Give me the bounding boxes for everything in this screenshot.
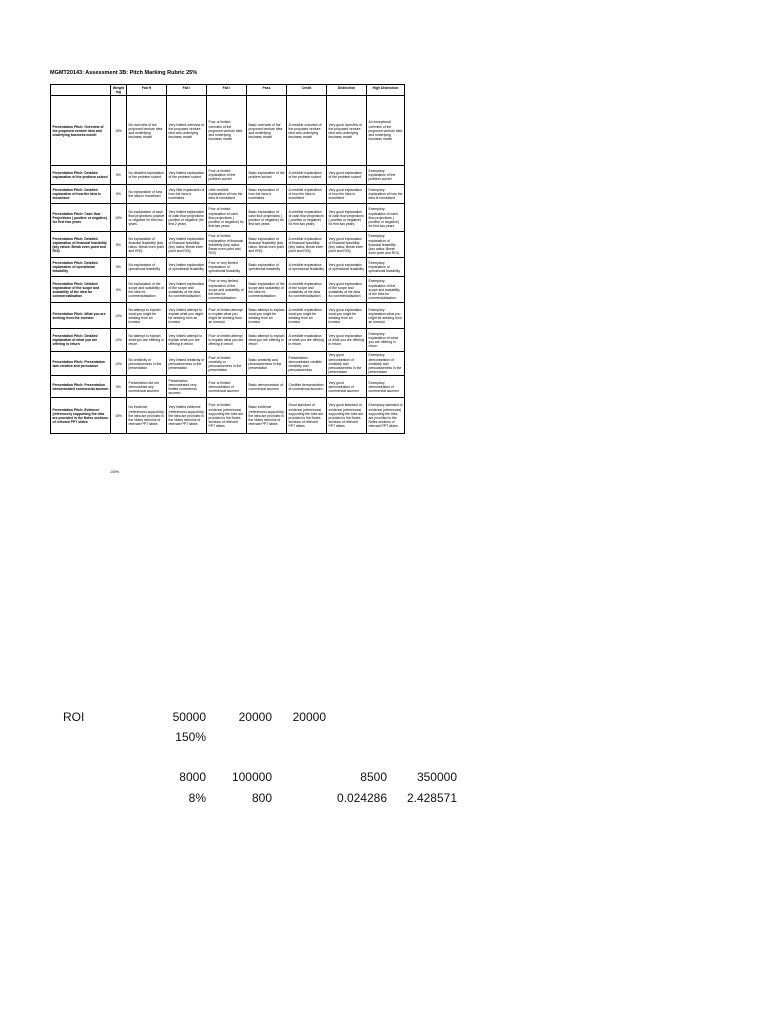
header-cell	[51, 85, 111, 96]
descriptor-cell: Basic explanation of financial feasibility (key ratios: Break even point and ROI)	[247, 232, 287, 258]
rubric-row	[51, 166, 405, 185]
descriptor-cell: Very good demonstration of commercial acumen	[327, 376, 367, 398]
descriptor-cell: Exemplary explanation of financial feasibility (key ratios: Break even point and ROI)	[367, 232, 405, 258]
criterion-cell: Presentation Pitch: Evidence (references) supporting the idea are provided in the Notes sections of relevant PPT slides	[51, 398, 111, 434]
descriptor-cell: Exemplary explanation of how the idea is monetised	[367, 185, 405, 204]
descriptor-cell: Exemplary demonstration of commercial acumen	[367, 376, 405, 398]
rubric-row	[51, 352, 405, 376]
descriptor-cell: Very limited explanation of financial feasibility (key ratios: Break even point and ROI)	[167, 232, 207, 258]
criterion-cell: Presentation Pitch: What you are seeking from the investor	[51, 303, 111, 329]
descriptor-cell: Very limited explanation of the scope and scalability of the idea for commercialisation	[167, 277, 207, 303]
rubric-title: MGMT20143: Assessment 3B: Pitch Marking Rubric 25%	[50, 70, 198, 76]
descriptor-cell: Basic explanation of how the idea is monetised	[247, 185, 287, 204]
descriptor-cell: Very good explanation of how the idea is monetised	[327, 185, 367, 204]
calc-cell: 8000	[179, 770, 206, 784]
descriptor-cell: Basic evidence (references) supporting the idea are provided in the Notes sections of relevant PPT slides	[247, 398, 287, 434]
calc-cell: 8500	[360, 770, 387, 784]
descriptor-cell: Poor or limited demonstration of commercial acumen	[207, 376, 247, 398]
descriptor-cell: A credible explanation of the scope and scalability of the idea for commercialisation	[287, 277, 327, 303]
descriptor-cell: No overview of the proposed venture idea and underlying business model	[127, 96, 167, 166]
descriptor-cell: Basic attempt to explain what you are offering in return	[247, 329, 287, 352]
descriptor-cell: Very good explanation of cash flow projections ( positive or negative) for first two years	[327, 204, 367, 232]
descriptor-cell: No attempt to explain what you are offering in return	[127, 329, 167, 352]
criterion-cell: Presentation Pitch: Detailed explanation of how the idea is monetised	[51, 185, 111, 204]
descriptor-cell: Very limited evidence (references) supporting the idea are provided in the Notes sections of relevant PPT slides	[167, 398, 207, 434]
descriptor-cell: Exemplary demonstration of creativity and persuasiveness in the presentation	[367, 352, 405, 376]
descriptor-cell: Exemplary explanation of operational feasibility	[367, 258, 405, 277]
descriptor-cell: No explanation of cash flow projections positive or negative for first two years	[127, 204, 167, 232]
criterion-cell: Presentation Pitch: Detailed explanation of the scope and scalability of the idea for commercialisation	[51, 277, 111, 303]
descriptor-cell: Presentation did not demonstrate any commercial acumen	[127, 376, 167, 398]
descriptor-cell: Poor or limited evidence (references) supporting the idea are provided in the Notes sections of relevant PPT slides	[207, 398, 247, 434]
descriptor-cell: Very limited overview of the proposed venture idea and underlying business model	[167, 96, 207, 166]
descriptor-cell: A credible explanation of cash flow projections ( positive or negative) for first two years	[287, 204, 327, 232]
descriptor-cell: Exemplary explanation of cash flow projections ( positive or negative) for first two years	[367, 204, 405, 232]
weighting-cell: 5%	[111, 258, 127, 277]
descriptor-cell: Poor or limited attempt to explain what you might be seeking from an investor	[207, 303, 247, 329]
descriptor-cell: Very good explanation of operational feasibility	[327, 258, 367, 277]
descriptor-cell: Presentation demonstrated credible creativity and persuasiveness	[287, 352, 327, 376]
descriptor-cell: No explanation of financial feasibility (key ratios: Break even point and ROI)	[127, 232, 167, 258]
descriptor-cell: A credible explanation of the problem solved	[287, 166, 327, 185]
header-cell: Distinction	[327, 85, 367, 96]
weighting-cell: 10%	[111, 329, 127, 352]
descriptor-cell: Very limited attempt to explain what you might be seeking from an investor	[167, 303, 207, 329]
descriptor-cell: Very good demonstration of creativity and persuasiveness in the presentation	[327, 352, 367, 376]
weighting-cell: 10%	[111, 303, 127, 329]
descriptor-cell: Very good explanation of the problem solved	[327, 166, 367, 185]
weighting-cell: 5%	[111, 166, 127, 185]
weighting-cell: 5%	[111, 185, 127, 204]
descriptor-cell: Very limited attempt to explain what you are offering in return	[167, 329, 207, 352]
weighting-cell: 5%	[111, 277, 127, 303]
descriptor-cell: A credible overview of the proposed venture idea and underlying business model	[287, 96, 327, 166]
criterion-cell: Presentation Pitch: Detailed explanation of the problem solved	[51, 166, 111, 185]
descriptor-cell: Basic explanation of the problem solved	[247, 166, 287, 185]
calc-cell: 100000	[231, 770, 272, 784]
descriptor-cell: No explanation of how the idea is monetised	[127, 185, 167, 204]
descriptor-cell: Basic creativity and persuasiveness in the presentation	[247, 352, 287, 376]
weighting-cell: 15%	[111, 204, 127, 232]
descriptor-cell: Very limited explanation of the problem solved	[167, 166, 207, 185]
calc-cell: 8%	[188, 791, 206, 805]
rubric-row	[51, 277, 405, 303]
criterion-cell: Presentation Pitch: Detailed explanation of what you are offering in return	[51, 329, 111, 352]
header-cell: Fail I	[167, 85, 207, 96]
descriptor-cell: Poor or limited overview of the proposed venture idea and underlying business model	[207, 96, 247, 166]
calc-cell: 800	[251, 791, 272, 805]
descriptor-cell: Very limited explanation of operational feasibility	[167, 258, 207, 277]
descriptor-cell: Very little explanation of how the idea is monetised	[167, 185, 207, 204]
weighting-cell: 5%	[111, 232, 127, 258]
descriptor-cell: Presentation demonstrated very limited commercial acumen	[167, 376, 207, 398]
descriptor-cell: Very good explanation of what you are offering in return	[327, 329, 367, 352]
descriptor-cell: A credible explanation of how the idea is monetised	[287, 185, 327, 204]
criterion-cell: Presentation Pitch: Overview of the proposed venture idea and underlying business model	[51, 96, 111, 166]
header-cell: Weighting	[111, 85, 127, 96]
header-cell: Fail H	[127, 85, 167, 96]
criterion-cell: Presentation Pitch: Cash flow Projections ( positive or negative) for first two years	[51, 204, 111, 232]
header-cell: Pass	[247, 85, 287, 96]
criterion-cell: Presentation Pitch: Presentation demonstrated commercial acumen	[51, 376, 111, 398]
calc-cell: 2.428571	[406, 791, 457, 805]
rubric-header-row	[51, 85, 405, 96]
descriptor-cell: No creativity or persuasiveness in the presentation	[127, 352, 167, 376]
descriptor-cell: A credible explanation what you might be seeking from an investor	[287, 303, 327, 329]
rubric-row	[51, 204, 405, 232]
rubric-table	[50, 84, 405, 434]
rubric-row	[51, 232, 405, 258]
descriptor-cell: An exceptional overview of the proposed venture idea and underlying business model	[367, 96, 405, 166]
descriptor-cell: Very limited creativity or persuasiveness in the presentation	[167, 352, 207, 376]
total-weighting: 100%	[110, 470, 119, 474]
descriptor-cell: Exemplary explanation of the problem solved	[367, 166, 405, 185]
descriptor-cell: No attempt to explain what you might be seeking from an investor	[127, 303, 167, 329]
descriptor-cell: Very good explanation of financial feasibility (key ratios: Break even point and ROI)	[327, 232, 367, 258]
descriptor-cell: A credible explanation of financial feasibility (key ratios: Break even point and ROI)	[287, 232, 327, 258]
rubric-row	[51, 398, 405, 434]
calc-cell: 350000	[416, 770, 457, 784]
descriptor-cell: Poor or very limited explanation of operational feasibility	[207, 258, 247, 277]
descriptor-cell: Very good overview of the proposed venture idea and underlying business model	[327, 96, 367, 166]
weighting-cell: 5%	[111, 376, 127, 398]
header-cell: High Distinction	[367, 85, 405, 96]
descriptor-cell: Exemplary standard of evidence (references) supporting the idea are provided in the Notes sections of relevant PPT slides	[367, 398, 405, 434]
criterion-cell: Presentation Pitch: Detailed explanation of financial feasibility (key ratios: Break even point and ROI)	[51, 232, 111, 258]
rubric-row	[51, 96, 405, 166]
descriptor-cell: Basic explanation of the scope and scalability of the idea for commercialisation	[247, 277, 287, 303]
calc-cell: 20000	[292, 710, 326, 724]
descriptor-cell: A credible explanation of operational feasibility	[287, 258, 327, 277]
calc-cell: 50000	[172, 710, 206, 724]
weighting-cell: 10%	[111, 398, 127, 434]
descriptor-cell: Poor or limited creativity or persuasiveness in the presentation	[207, 352, 247, 376]
descriptor-cell: A credible explanation of what you are offering in return	[287, 329, 327, 352]
descriptor-cell: Poor or limited attempt to explain what you are offering in return	[207, 329, 247, 352]
descriptor-cell: Very limited explanation of cash flow projections positive or negative (for first 2 years	[167, 204, 207, 232]
descriptor-cell: No explanation of operational feasibility	[127, 258, 167, 277]
descriptor-cell: Exemplary explanation of what you are offering in return	[367, 329, 405, 352]
rubric-row	[51, 329, 405, 352]
descriptor-cell: No evidence (references) supporting the idea are provided in the Notes sections of relevant PPT slides	[127, 398, 167, 434]
header-cell: Credit	[287, 85, 327, 96]
rubric-row	[51, 185, 405, 204]
rubric-row	[51, 303, 405, 329]
descriptor-cell: Poor or limited explanation of financial feasibility (key ratios: Break even point and ROI)	[207, 232, 247, 258]
descriptor-cell: Basic overview of the proposed venture idea and underlying business model	[247, 96, 287, 166]
descriptor-cell: Very good explanation of the scope and scalability of the idea for commercialisation	[327, 277, 367, 303]
rubric-row	[51, 376, 405, 398]
descriptor-cell: Exemplary explanation what you might be seeking from an investor	[367, 303, 405, 329]
weighting-cell: 10%	[111, 352, 127, 376]
roi-label: ROI	[63, 710, 85, 724]
rubric-body	[51, 96, 405, 434]
calc-cell: 150%	[175, 730, 206, 744]
descriptor-cell: No detailed explanation of the problem solved	[127, 166, 167, 185]
descriptor-cell: Poor or very limited explanation of the scope and scalability of the idea for commercialisation	[207, 277, 247, 303]
weighting-cell: 15%	[111, 96, 127, 166]
calc-cell: 20000	[238, 710, 272, 724]
descriptor-cell: Little credible explanation of how the idea is monetised	[207, 185, 247, 204]
calc-cell: 0.024286	[336, 791, 387, 805]
descriptor-cell: Exemplary explanation of the scope and scalability of the idea for commercialisation	[367, 277, 405, 303]
descriptor-cell: Basic attempt to explain what you might be seeking from an investor	[247, 303, 287, 329]
rubric-row	[51, 258, 405, 277]
criterion-cell: Presentation Pitch: Presentation was creative and persuasive	[51, 352, 111, 376]
header-cell: Fail I	[207, 85, 247, 96]
descriptor-cell: Good standard of evidence (references) supporting the idea are provided in the Notes sections of relevant PPT slides	[287, 398, 327, 434]
descriptor-cell: Very good standard of evidence (references) supporting the idea are provided in the Notes sections of relevant PPT slides	[327, 398, 367, 434]
criterion-cell: Presentation Pitch: Detailed explanation of operational feasibility	[51, 258, 111, 277]
descriptor-cell: No explanation of the scope and scalability of the idea for commercialisation	[127, 277, 167, 303]
descriptor-cell: Basic explanation of cash flow projections ( positive or negative) for first two years	[247, 204, 287, 232]
descriptor-cell: Basic explanation of operational feasibility	[247, 258, 287, 277]
descriptor-cell: Poor or limited explanation of the problem solved	[207, 166, 247, 185]
descriptor-cell: Very good explanation what you might be seeking from an investor	[327, 303, 367, 329]
descriptor-cell: Credible demonstration of commercial acumen	[287, 376, 327, 398]
descriptor-cell: Basic demonstration of commercial acumen	[247, 376, 287, 398]
descriptor-cell: Poor or limited explanation of cash flow projections ( positive or negative) for first two years	[207, 204, 247, 232]
